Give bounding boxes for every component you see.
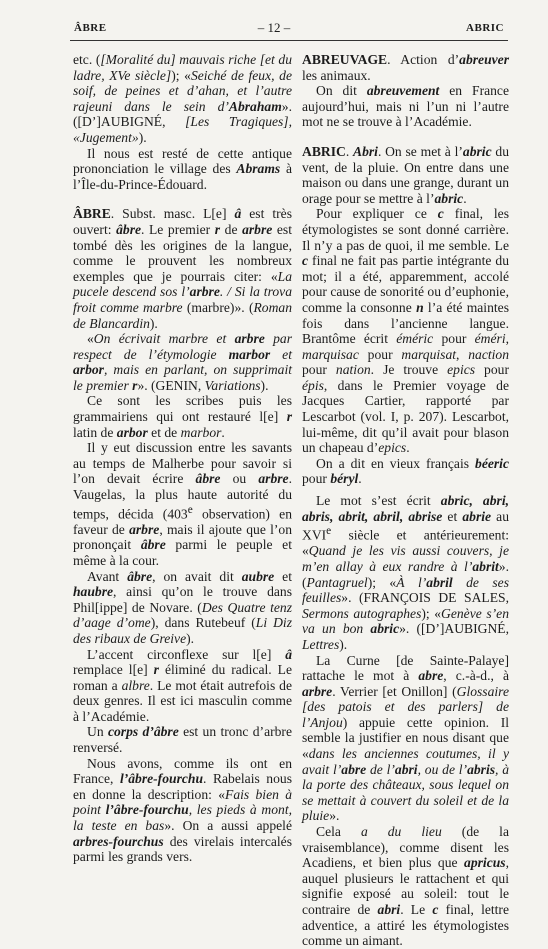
paragraph	[73, 440, 292, 568]
text-run: . Action d’	[387, 52, 460, 67]
text-run: épis	[302, 377, 324, 393]
text-run: , c.-à-d., à	[443, 668, 509, 684]
text-run: ).	[260, 377, 269, 393]
headword-text: âbre	[116, 221, 142, 237]
text-run: marbor	[180, 424, 222, 440]
text-run: Pour expliquer ce	[316, 206, 438, 222]
text-run: Fais bien à point	[73, 786, 292, 818]
text-run: ).	[186, 630, 195, 646]
paragraph	[302, 83, 509, 130]
text-run: ». ([D’]AUBIGNÉ,	[399, 621, 509, 637]
headword-text: arbre	[242, 221, 273, 237]
headword-text: abric	[462, 143, 492, 159]
headword-text: âbre	[195, 471, 221, 487]
text-run: L’accent circonflexe sur l[e]	[87, 646, 286, 662]
text-run: ); «	[367, 574, 397, 590]
running-head-left: ÂBRE	[74, 22, 107, 34]
text-run: .	[358, 471, 362, 487]
text-run: albre	[121, 677, 150, 693]
headword-text: âbre	[140, 537, 166, 553]
text-run: pour	[358, 346, 402, 362]
text-run: éliminé du radical. Le roman a	[73, 662, 292, 693]
dictionary-entry	[302, 144, 509, 206]
headword-text: ÂBRE	[73, 206, 111, 222]
text-run: par respect de l’étymologie	[73, 331, 292, 362]
headword-text: n	[416, 299, 424, 315]
text-run: Nous avons, comme ils ont en France,	[73, 755, 292, 787]
text-run: La Curne [de Sainte-Palaye] rattache le mot à	[302, 652, 509, 684]
text-run: Variations	[204, 377, 261, 393]
text-run: Roman de Blancardin	[73, 299, 292, 331]
paragraph	[73, 756, 292, 865]
headword-text: abrie	[462, 508, 492, 524]
text-run: remplace l[e]	[73, 662, 154, 678]
text-run: de	[220, 221, 243, 237]
text-run: pour	[302, 362, 336, 378]
headword-text: âbre	[127, 568, 153, 584]
text-run: ); «	[421, 605, 442, 621]
text-run: est très ouvert:	[73, 206, 292, 237]
text-run: ».	[329, 808, 340, 824]
text-run: Genève s’en va un bon	[302, 605, 509, 637]
text-run: ». ([D’]AUBIGNÉ,	[73, 98, 292, 130]
text-run: et	[270, 346, 292, 362]
text-run: , on avait dit	[152, 568, 242, 584]
headword-text: aubre	[241, 568, 275, 584]
text-run: dans les anciennes coutumes, il y avait l’	[302, 746, 509, 777]
headword-text: arbre	[234, 331, 265, 347]
text-run: .	[406, 440, 410, 456]
text-run: e	[124, 67, 131, 83]
text-run: e	[326, 525, 332, 538]
text-run: l’a été maintes fois dans l’ancienne langue. Brantôme écrit	[302, 299, 509, 347]
right-column	[302, 52, 509, 949]
text-run: Seiché de feux, de soif, de peines et d’ahan, et l’autre rajeuni dans le sein d’	[73, 67, 292, 114]
headword-text: abril	[426, 574, 453, 590]
text-run: naction	[468, 346, 509, 362]
text-run: et de	[147, 424, 181, 440]
text-run: , les pieds à mont, la teste en bas	[73, 802, 292, 834]
text-run: , ou de l’	[417, 761, 468, 777]
headword-text: abre	[418, 668, 444, 684]
text-run: . Le premier	[141, 221, 215, 237]
text-run: Pantagruel	[306, 574, 368, 590]
paragraph	[302, 493, 509, 652]
text-run: , mais en parlant, on supprimait le premier	[73, 362, 292, 393]
headword-text: r	[286, 409, 292, 425]
headword-text: abri	[394, 761, 418, 777]
text-run: , dans le Premier voyage de Jacques Cartier, rapporté par Lescarbot (vol. I, p. 207). Lescarbot, lui-même, dit qu’il avait pour blason un chapeau d’	[302, 377, 509, 456]
paragraph	[73, 724, 292, 755]
text-run: Li Diz des ribaux de Greive	[73, 615, 292, 646]
headword-text: ABREUVAGE	[302, 52, 388, 67]
text-run: siècle]	[130, 67, 172, 83]
headword-text: abreuvement	[366, 83, 440, 99]
headword-text: abric	[434, 190, 464, 206]
text-run: , mais il ajoute que l’on prononçait	[73, 521, 293, 553]
paragraph	[73, 146, 292, 193]
headword-text: c	[437, 206, 444, 222]
text-run: On écrivait marbre et	[93, 331, 235, 347]
headword-text: arbor	[73, 362, 104, 378]
text-run: . Vaugelas, la plus haute autorité du temps, décida (403	[73, 471, 292, 522]
headword-text: abris	[467, 761, 496, 777]
headword-text: abrit	[472, 558, 499, 574]
text-run: [Moralité du] mauvais riche [et du ladre, XV	[73, 52, 293, 83]
text-run: .	[463, 190, 467, 206]
text-run: observation) en faveur de	[73, 506, 293, 537]
text-run: pour	[433, 331, 475, 347]
headword-text: Abri	[353, 143, 378, 159]
text-run: On a dit en vieux français	[316, 455, 476, 471]
text-run: final ne fait pas partie intégrante du mot; il a été, apparemment, accolé pour cause de sonorité ou d’euphonie, comme la consonne	[302, 253, 509, 315]
text-run: «	[87, 331, 94, 347]
text-run: Le mot s’est écrit	[316, 493, 441, 509]
text-run: et	[442, 508, 463, 524]
text-run: e	[187, 503, 193, 516]
text-run: La pucele descend sos l’	[73, 268, 292, 300]
text-run: ).	[339, 636, 348, 652]
text-run: Glossaire [des patois et des parlers] de l’Anjou	[302, 683, 509, 730]
text-run: marquisat	[401, 346, 457, 362]
paragraph	[73, 331, 292, 393]
headword-text: r	[132, 377, 138, 393]
text-run: À l’	[396, 574, 427, 590]
text-run: [Les Tragiques], «Jugement»	[73, 114, 293, 145]
headword-text: ABRIC	[302, 143, 346, 159]
dictionary-entry	[302, 52, 509, 83]
text-run: Un	[87, 724, 108, 740]
text-run: ) appuie cette opinion. Il semble la justifier en nous disant que «	[302, 714, 509, 762]
text-run: ), dans Rutebeuf (	[150, 615, 256, 631]
text-run: à l’Île-du-Prince-Édouard.	[73, 161, 292, 192]
text-run: . / Si la trova froit comme marbre	[73, 284, 292, 315]
text-run: est tombé dès les origines de la langue, comme le prouvent les nombreux exemples que je pourrais citer: «	[73, 221, 292, 284]
text-run: éméri	[474, 331, 506, 347]
text-run: , à la porte des châteaux, sous lequel on se mettait à couvert du soleil et de la pluie	[302, 761, 510, 824]
text-run: Cela	[316, 824, 361, 840]
text-run: On dit	[316, 83, 367, 99]
text-run: les animaux.	[302, 67, 371, 83]
paragraph	[73, 647, 292, 725]
headword-text: béryl	[330, 471, 359, 487]
headword-text: haubre	[73, 584, 114, 600]
text-run: de ses feuilles	[302, 574, 509, 606]
paragraph	[302, 653, 509, 825]
text-run: . Verrier [et Onillon] (	[332, 683, 457, 699]
headword-text: abreuver	[459, 52, 509, 67]
headword-text: c	[302, 253, 309, 269]
left-column	[73, 52, 292, 865]
paragraph	[302, 824, 509, 949]
paragraph	[302, 456, 509, 487]
headword-text: abri	[377, 902, 401, 917]
text-run: ». (FRANÇOIS DE SALES,	[341, 590, 509, 606]
text-run: en France aujourd’hui, mais ni l’un ni l’autre mot ne se trouve à l’Académie.	[302, 83, 509, 130]
text-run: Ce sont les scribes puis les grammairiens qui ont restauré l[e]	[73, 393, 292, 425]
headword-text: béeric	[475, 455, 509, 471]
headword-text: Abrams	[236, 161, 281, 177]
paragraph	[302, 206, 509, 456]
text-run: Quand je les vis aussi couvers, je m’en allay à eux randre à l’	[302, 543, 509, 574]
page-number: – 12 –	[257, 20, 291, 35]
headword-text: corps d’âbre	[107, 724, 179, 740]
text-run: et	[274, 568, 292, 584]
text-run: nation	[335, 362, 371, 378]
text-run: ». (GENIN,	[137, 377, 205, 393]
text-run: siècle et antérieurement: «	[302, 527, 509, 559]
running-head-right: ABRIC	[466, 22, 504, 34]
text-run: final, les étymologistes se sont donné carrière. Il n’y a pas de quoi, il me semble. Le	[302, 206, 510, 253]
text-run: ». On a aussi appelé	[164, 818, 292, 834]
text-run: . Rabelais nous en donne la description: «	[73, 771, 292, 802]
text-run: Sermons autographes	[302, 605, 422, 621]
text-run: Des Quatre tenz d’aage d’ome	[73, 599, 293, 631]
headword-text: arbres-fourchus	[73, 833, 164, 849]
dictionary-entry	[73, 206, 292, 331]
text-run: . Le	[400, 902, 433, 917]
text-run: Il y eut discussion entre les savants au temps de Malherbe pour savoir si l’on devait écrire	[73, 440, 292, 487]
text-run: ).	[138, 129, 147, 145]
text-run: etc. (	[73, 52, 101, 67]
headword-text: r	[153, 662, 159, 678]
headword-text: apricus	[464, 855, 506, 871]
headword-text: abric, abri, abris, abrit, abril, abrise	[302, 493, 509, 524]
headword-text: arbre	[189, 284, 220, 300]
paragraph	[73, 569, 292, 647]
text-run: ).	[149, 315, 158, 331]
header-rule	[70, 40, 508, 41]
headword-text: l’âbre-fourchu	[119, 771, 204, 787]
text-run: parmi le peuple et même à la cour.	[73, 537, 292, 568]
headword-text: arbre	[302, 683, 333, 699]
text-run: ,	[505, 331, 509, 347]
text-run: .	[345, 143, 353, 159]
text-run: .	[221, 424, 225, 440]
paragraph	[73, 393, 292, 440]
text-run: marquisac	[302, 346, 359, 362]
text-run: . Je trouve	[370, 362, 448, 378]
headword-text: arbor	[116, 424, 148, 440]
text-run: pour	[475, 362, 509, 378]
text-run: Il nous est resté de cette antique prononciation le village des	[73, 145, 292, 177]
headword-text: abre	[341, 761, 367, 777]
text-run: Lettres	[302, 636, 340, 652]
headword-text: marbor	[228, 346, 271, 362]
text-run: de l’	[366, 761, 395, 777]
text-run: est un tronc d’arbre renversé.	[73, 724, 292, 756]
text-run: , auquel plusieurs le rattachent et qui signifie exposé au soleil: tout le contraire de	[302, 855, 509, 917]
text-run: ,	[456, 346, 469, 362]
text-run: (de la vraisemblance), comme disent les Acadiens, et bien plus que	[302, 824, 509, 871]
text-run: epics	[378, 440, 407, 456]
headword-text: c	[432, 902, 439, 917]
headword-text: l’âbre-fourchu	[105, 802, 189, 818]
headword-text: r	[214, 221, 221, 237]
headword-text: abric	[370, 621, 400, 637]
text-run: . Subst. masc. L[e]	[110, 206, 235, 222]
text-run: , ainsi qu’on le trouve dans Phil[ippe] de Novare. (	[73, 584, 292, 615]
text-run: du vent, de la pluie. On entre dans une maison ou dans une grange, durant un orage pour se mettre à l’	[302, 143, 510, 206]
headword-text: arbre	[129, 521, 160, 537]
text-run: latin de	[73, 424, 117, 440]
text-run: au XVI	[302, 508, 509, 543]
text-run: final, lettre adventice, a attiré les étymologistes comme un aimant.	[302, 902, 509, 949]
text-run: (marbre)». (	[182, 299, 254, 315]
text-run: . On se met à l’	[377, 143, 463, 159]
text-run: a du lieu	[360, 824, 442, 840]
text-run: ou	[220, 471, 259, 487]
text-run: epics	[447, 362, 476, 378]
headword-text: â	[285, 646, 292, 662]
headword-text: Abraham	[228, 98, 282, 114]
paragraph	[73, 52, 292, 146]
text-run: ». (	[302, 558, 509, 590]
text-run: ); «	[171, 67, 191, 83]
text-run: éméric	[396, 331, 434, 347]
text-run: . Le mot était autrefois de deux genres. Il est ici masculin comme à l’Académie.	[73, 677, 292, 724]
headword-text: arbre	[258, 471, 289, 487]
text-run: des virelais intercalés parmi les grands vers.	[73, 833, 292, 865]
text-run: pour	[302, 471, 331, 487]
headword-text: â	[234, 206, 242, 222]
text-run: Avant	[87, 568, 128, 584]
